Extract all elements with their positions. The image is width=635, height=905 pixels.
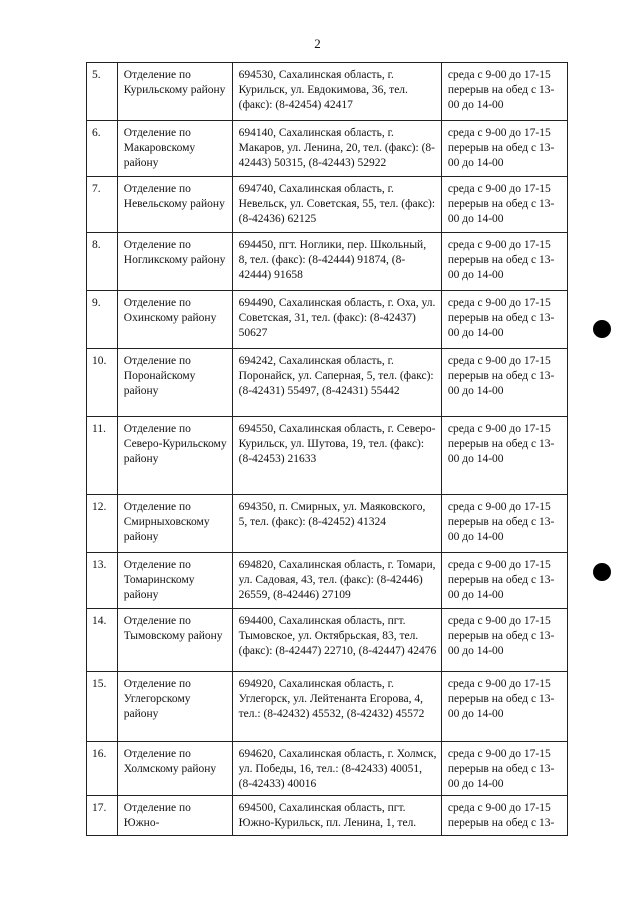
binder-hole-mark xyxy=(593,320,611,338)
row-number: 9. xyxy=(87,291,118,349)
office-hours: среда с 9-00 до 17-15 перерыв на обед с 13-00 до 14-00 xyxy=(441,553,567,609)
office-hours: среда с 9-00 до 17-15 перерыв на обед с 13-00 до 14-00 xyxy=(441,742,567,796)
office-name: Отделение по Охинскому району xyxy=(117,291,232,349)
office-hours: среда с 9-00 до 17-15 перерыв на обед с 13-00 до 14-00 xyxy=(441,233,567,291)
office-name: Отделение по Северо-Курильскому району xyxy=(117,417,232,495)
office-name: Отделение по Невельскому району xyxy=(117,177,232,233)
row-number: 14. xyxy=(87,609,118,672)
office-address: 694242, Сахалинская область, г. Поронайск, ул. Саперная, 5, тел. (факс): (8-42431) 55497, (8-42431) 55442 xyxy=(232,349,441,417)
office-address: 694350, п. Смирных, ул. Маяковского, 5, тел. (факс): (8-42452) 41324 xyxy=(232,495,441,553)
office-hours: среда с 9-00 до 17-15 перерыв на обед с 13-00 до 14-00 xyxy=(441,121,567,177)
table-row xyxy=(87,291,568,349)
table-row xyxy=(87,121,568,177)
office-address: 694490, Сахалинская область, г. Оха, ул. Советская, 31, тел. (факс): (8-42437) 50627 xyxy=(232,291,441,349)
office-address: 694140, Сахалинская область, г. Макаров, ул. Ленина, 20, тел. (факс): (8-42443) 50315, (8-42443) 52922 xyxy=(232,121,441,177)
row-number: 7. xyxy=(87,177,118,233)
row-number: 12. xyxy=(87,495,118,553)
page-number: 2 xyxy=(314,36,321,51)
office-name: Отделение по Курильскому району xyxy=(117,63,232,121)
row-number: 13. xyxy=(87,553,118,609)
office-address: 694450, пгт. Ноглики, пер. Школьный, 8, тел. (факс): (8-42444) 91874, (8-42444) 91658 xyxy=(232,233,441,291)
office-hours: среда с 9-00 до 17-15 перерыв на обед с 13-00 до 14-00 xyxy=(441,495,567,553)
office-hours: среда с 9-00 до 17-15 перерыв на обед с 13-00 до 14-00 xyxy=(441,291,567,349)
row-number: 10. xyxy=(87,349,118,417)
office-hours: среда с 9-00 до 17-15 перерыв на обед с 13-00 до 14-00 xyxy=(441,63,567,121)
office-name: Отделение по Макаровскому району xyxy=(117,121,232,177)
table-row xyxy=(87,553,568,609)
office-name: Отделение по Поронайскому району xyxy=(117,349,232,417)
office-name: Отделение по Смирныховскому району xyxy=(117,495,232,553)
table-row xyxy=(87,417,568,495)
offices-table xyxy=(86,62,568,836)
office-address: 694740, Сахалинская область, г. Невельск, ул. Советская, 55, тел. (факс): (8-42436) 62125 xyxy=(232,177,441,233)
office-name: Отделение по Углегорскому району xyxy=(117,672,232,742)
table-row xyxy=(87,742,568,796)
table-row xyxy=(87,796,568,836)
row-number: 16. xyxy=(87,742,118,796)
office-address: 694920, Сахалинская область, г. Углегорск, ул. Лейтенанта Егорова, 4, тел.: (8-42432) 45532, (8-42432) 45572 xyxy=(232,672,441,742)
office-address: 694820, Сахалинская область, г. Томари, ул. Садовая, 43, тел. (факс): (8-42446) 26559, (8-42446) 27109 xyxy=(232,553,441,609)
office-hours: среда с 9-00 до 17-15 перерыв на обед с 13- xyxy=(441,796,567,836)
office-hours: среда с 9-00 до 17-15 перерыв на обед с 13-00 до 14-00 xyxy=(441,672,567,742)
office-hours: среда с 9-00 до 17-15 перерыв на обед с 13-00 до 14-00 xyxy=(441,417,567,495)
row-number: 5. xyxy=(87,63,118,121)
offices-table-wrapper xyxy=(86,62,568,837)
table-row xyxy=(87,177,568,233)
row-number: 8. xyxy=(87,233,118,291)
table-row xyxy=(87,609,568,672)
office-name: Отделение по Ногликскому району xyxy=(117,233,232,291)
office-address: 694550, Сахалинская область, г. Северо-Курильск, ул. Шутова, 19, тел. (факс): (8-42453) 21633 xyxy=(232,417,441,495)
table-row xyxy=(87,672,568,742)
office-address: 694400, Сахалинская область, пгт. Тымовское, ул. Октябрьская, 83, тел. (факс): (8-42447) 22710, (8-42447) 42476 xyxy=(232,609,441,672)
table-row xyxy=(87,495,568,553)
office-hours: среда с 9-00 до 17-15 перерыв на обед с 13-00 до 14-00 xyxy=(441,177,567,233)
row-number: 6. xyxy=(87,121,118,177)
row-number: 17. xyxy=(87,796,118,836)
office-address: 694620, Сахалинская область, г. Холмск, ул. Победы, 16, тел.: (8-42433) 40051, (8-42433) 40016 xyxy=(232,742,441,796)
binder-hole-mark xyxy=(593,563,611,581)
office-name: Отделение по Томаринскому району xyxy=(117,553,232,609)
office-address: 694500, Сахалинская область, пгт. Южно-Курильск, пл. Ленина, 1, тел. xyxy=(232,796,441,836)
table-row xyxy=(87,349,568,417)
office-address: 694530, Сахалинская область, г. Курильск, ул. Евдокимова, 36, тел. (факс): (8-42454) 42417 xyxy=(232,63,441,121)
office-name: Отделение по Южно- xyxy=(117,796,232,836)
office-name: Отделение по Тымовскому району xyxy=(117,609,232,672)
table-row xyxy=(87,63,568,121)
office-hours: среда с 9-00 до 17-15 перерыв на обед с 13-00 до 14-00 xyxy=(441,609,567,672)
office-name: Отделение по Холмскому району xyxy=(117,742,232,796)
row-number: 11. xyxy=(87,417,118,495)
office-hours: среда с 9-00 до 17-15 перерыв на обед с 13-00 до 14-00 xyxy=(441,349,567,417)
table-row xyxy=(87,233,568,291)
row-number: 15. xyxy=(87,672,118,742)
